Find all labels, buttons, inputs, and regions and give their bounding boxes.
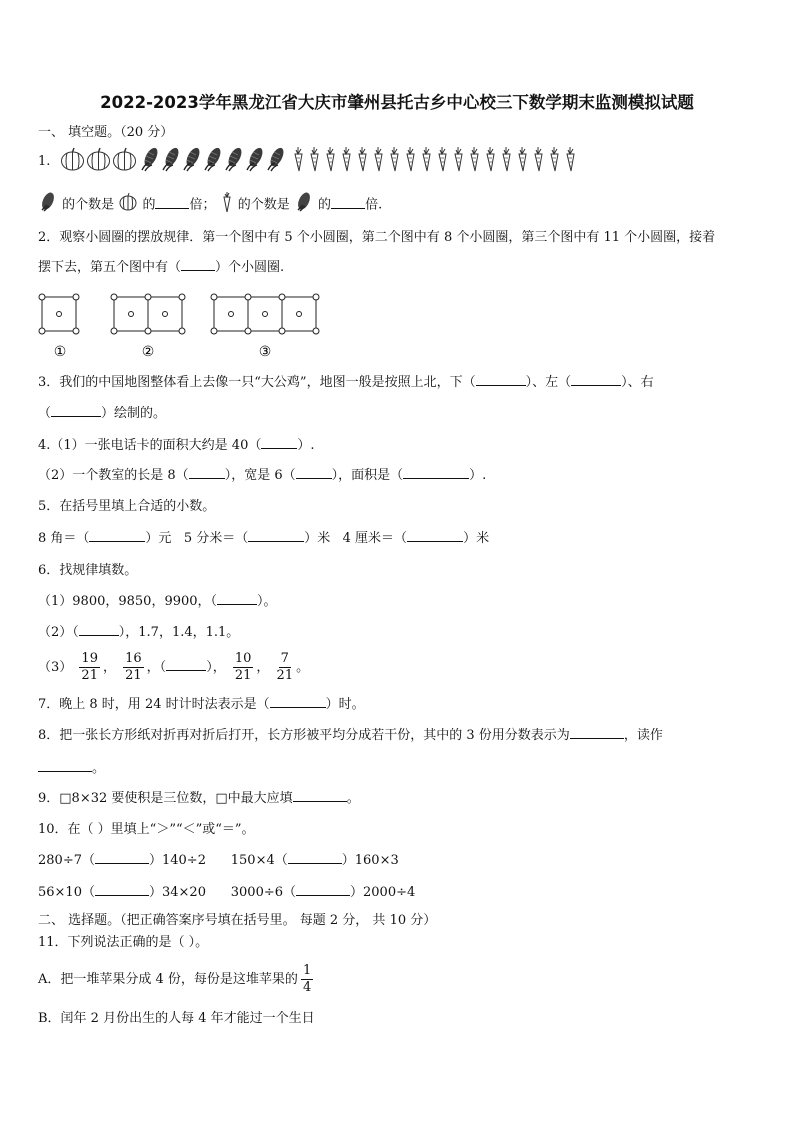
carrot-icon [419, 146, 434, 176]
carrot-icon [467, 146, 482, 176]
answer-blank[interactable] [95, 895, 149, 896]
q3-line1: 3．我们的中国地图整体看上去像一只“大公鸡”，地图一般是按照上北，下（ ）、左（ ）、右 [38, 375, 654, 390]
answer-blank[interactable] [476, 385, 526, 386]
section-heading-choice: 二、 选择题。（把正确答案序号填在括号里。 每题 2 分， 共 10 分） [38, 913, 437, 928]
section-heading-fill: 一、 填空题。（20 分） [38, 125, 174, 140]
answer-blank[interactable] [181, 270, 215, 271]
corn-icon [294, 191, 314, 219]
q5-line2: 8 角＝（ ）元 5 分米＝（ ）米 4 厘米＝（ ）米 [38, 531, 490, 546]
q9: 9．□8×32 要使积是三位数，□中最大应填 。 [38, 791, 360, 806]
carrot-icon [451, 146, 466, 176]
fraction: $\frac{7}{21}$ [276, 651, 294, 683]
q6-part2: （2）（ ），1.7，1.4，1.1。 [38, 625, 240, 640]
answer-blank[interactable] [403, 478, 469, 479]
q2-line1: 2．观察小圆圈的摆放规律．第一个图中有 5 个小圆圈，第二个图中有 8 个小圆圈，第三个图中有 11 个小圆圈，接着 [38, 230, 716, 245]
corn-icon [140, 146, 160, 176]
carrot-icon [323, 146, 338, 176]
carrot-icon [291, 146, 306, 176]
carrot-icon [531, 146, 546, 176]
q11-option-a[interactable]: A．把一堆苹果分成 4 份，每份是这堆苹果的 $\frac{1}{4}$ [38, 963, 312, 995]
carrot-icon [339, 146, 354, 176]
corn-icon [161, 146, 181, 176]
q1-number: 1. [38, 153, 51, 169]
q6-part3: （3） $\frac{19}{21}$ ， $\frac{16}{21}$ ，（ ）， $\frac{10}{21}$ ， $\frac{7}{21}$ 。 [38, 651, 310, 683]
answer-blank[interactable] [166, 670, 206, 671]
q2-circle-pattern [34, 290, 334, 362]
carrot-icon [371, 146, 386, 176]
q10-line1: 10．在（ ）里填上“＞”“＜”或“＝”。 [38, 822, 255, 837]
answer-blank[interactable] [79, 635, 119, 636]
answer-blank[interactable] [38, 771, 92, 772]
q11-line1: 11．下列说法正确的是（ ）。 [38, 935, 209, 950]
corn-icon [224, 146, 244, 176]
carrot-icon [563, 146, 578, 176]
q10-row1: 280÷7（ ）140÷2 150×4（ ）160×3 [38, 853, 399, 868]
corn-icon [203, 146, 223, 176]
answer-blank[interactable] [248, 541, 304, 542]
carrot-icon [387, 146, 402, 176]
q4-line1: 4.（1）一张电话卡的面积大约是 40（ ）. [38, 438, 315, 453]
answer-blank[interactable] [189, 478, 225, 479]
answer-blank[interactable] [261, 448, 297, 449]
answer-blank[interactable] [288, 863, 342, 864]
pumpkin-icon [118, 192, 138, 218]
answer-blank[interactable] [407, 541, 463, 542]
pumpkin-group [60, 147, 138, 175]
q5-line1: 5．在括号里填上合适的小数。 [38, 499, 216, 514]
answer-blank[interactable] [293, 801, 347, 802]
corn-icon [245, 146, 265, 176]
carrot-icon [547, 146, 562, 176]
q6-line1: 6．找规律填数。 [38, 563, 138, 578]
fraction: $\frac{1}{4}$ [302, 963, 312, 995]
answer-blank[interactable] [331, 208, 365, 209]
q11-option-b[interactable]: B．闰年 2 月份出生的人每 4 年才能过一个生日 [38, 1011, 315, 1026]
q10-row2: 56×10（ ）34×20 3000÷6（ ）2000÷4 [38, 885, 416, 900]
page-title: 2022-2023学年黑龙江省大庆市肇州县托古乡中心校三下数学期末监测模拟试题 [100, 93, 694, 112]
q6-part1: （1）9800，9850，9900，（ ）。 [38, 594, 277, 609]
q7: 7．晚上 8 时，用 24 时计时法表示是（ ）时。 [38, 697, 365, 712]
answer-blank[interactable] [571, 385, 621, 386]
answer-blank[interactable] [51, 416, 101, 417]
answer-blank[interactable] [270, 707, 326, 708]
figure-label-1: ① [53, 344, 67, 360]
carrot-group [291, 146, 579, 176]
figure-label-3: ③ [258, 344, 272, 360]
fraction: $\frac{16}{21}$ [125, 651, 142, 683]
carrot-icon [307, 146, 322, 176]
answer-blank[interactable] [296, 478, 332, 479]
carrot-icon [515, 146, 530, 176]
corn-icon [266, 146, 286, 176]
fraction: $\frac{19}{21}$ [81, 651, 98, 683]
carrot-icon [435, 146, 450, 176]
figure-label-2: ② [141, 344, 155, 360]
answer-blank[interactable] [89, 541, 145, 542]
pumpkin-icon [60, 147, 85, 175]
corn-icon [38, 191, 58, 219]
corn-group [140, 146, 287, 176]
q1-text: 的个数是 的 倍； 的个数是 的 倍. [38, 191, 382, 219]
carrot-icon [220, 191, 234, 219]
q3-line2: （ ）绘制的。 [38, 406, 167, 421]
q1-icon-row [38, 146, 579, 176]
answer-blank[interactable] [217, 604, 257, 605]
carrot-icon [483, 146, 498, 176]
answer-blank[interactable] [95, 863, 149, 864]
carrot-icon [355, 146, 370, 176]
carrot-icon [499, 146, 514, 176]
q8-line2: 。 [38, 760, 105, 778]
q4-line2: （2）一个教室的长是 8（ ），宽是 6（ ），面积是（ ）. [38, 468, 487, 483]
fraction: $\frac{10}{21}$ [234, 651, 252, 683]
q2-line2: 摆下去，第五个图中有（ ）个小圆圈. [38, 260, 285, 275]
pumpkin-icon [86, 147, 111, 175]
pumpkin-icon [112, 147, 137, 175]
corn-icon [182, 146, 202, 176]
q8-line1: 8．把一张长方形纸对折再对折后打开，长方形被平均分成若干份，其中的 3 份用分数表示为 ，读作 [38, 728, 663, 743]
answer-blank[interactable] [155, 208, 189, 209]
answer-blank[interactable] [570, 738, 624, 739]
answer-blank[interactable] [296, 895, 350, 896]
carrot-icon [403, 146, 418, 176]
